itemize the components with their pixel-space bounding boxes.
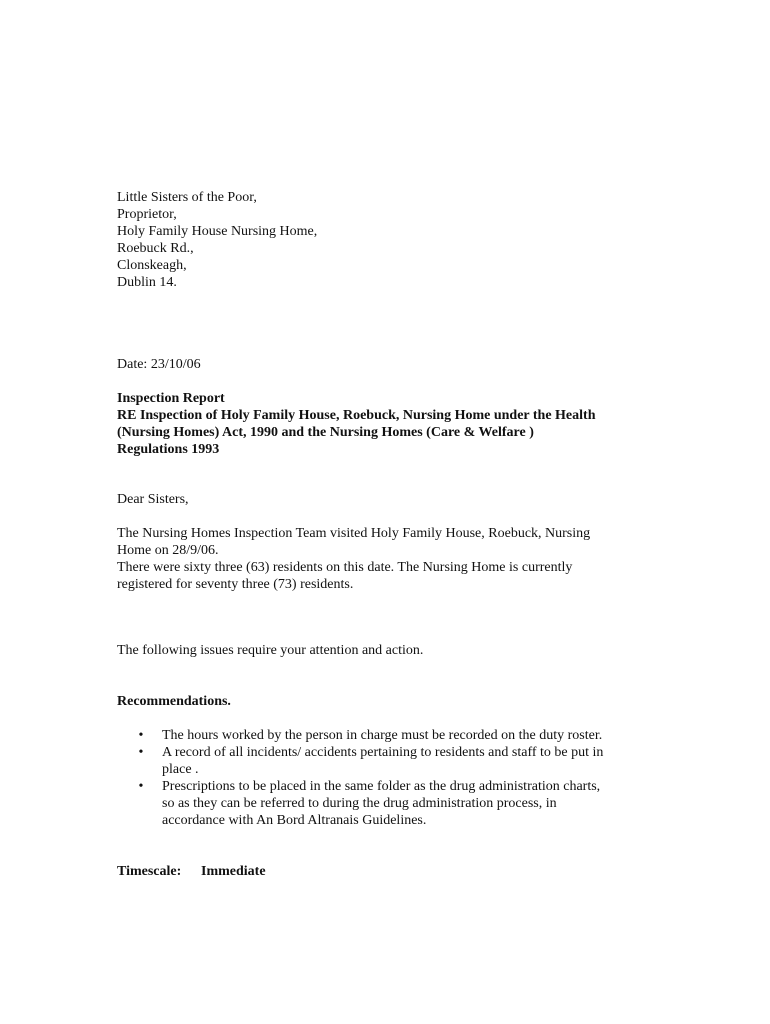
intro-line: Home on 28/9/06. xyxy=(117,543,219,558)
recommendations-list xyxy=(135,727,665,829)
list-item-line: accordance with An Bord Altranais Guidelines. xyxy=(162,813,427,828)
report-heading xyxy=(117,390,657,458)
report-title: Inspection Report xyxy=(117,391,225,406)
timescale-value: Immediate xyxy=(201,864,266,879)
salutation xyxy=(117,491,657,508)
intro-line: The Nursing Homes Inspection Team visited Holy Family House, Roebuck, Nursing xyxy=(117,526,591,541)
letter-date xyxy=(117,356,657,373)
address-line: Dublin 14. xyxy=(117,275,177,290)
bullet-icon: • xyxy=(138,779,144,794)
timescale xyxy=(117,863,657,880)
list-item xyxy=(135,778,665,829)
intro-line: registered for seventy three (73) residents. xyxy=(117,577,354,592)
recipient-address xyxy=(117,189,657,291)
issues-paragraph xyxy=(117,642,657,659)
intro-line: There were sixty three (63) residents on this date. The Nursing Home is currently xyxy=(117,560,573,575)
list-item-line: A record of all incidents/ accidents pertaining to residents and staff to be put in xyxy=(162,745,604,760)
list-item-line: place . xyxy=(162,762,199,777)
list-item xyxy=(135,744,665,778)
report-subject-line: (Nursing Homes) Act, 1990 and the Nursing Homes (Care & Welfare ) xyxy=(117,425,534,440)
list-item xyxy=(135,727,665,744)
address-line: Proprietor, xyxy=(117,207,177,222)
issues-text: The following issues require your attention and action. xyxy=(117,643,424,658)
recommendations-heading xyxy=(117,693,657,710)
address-line: Holy Family House Nursing Home, xyxy=(117,224,318,239)
report-subject-line: RE Inspection of Holy Family House, Roebuck, Nursing Home under the Health xyxy=(117,408,596,423)
list-item-line: The hours worked by the person in charge must be recorded on the duty roster. xyxy=(162,728,603,743)
address-line: Little Sisters of the Poor, xyxy=(117,190,257,205)
address-line: Roebuck Rd., xyxy=(117,241,194,256)
salutation-text: Dear Sisters, xyxy=(117,492,189,507)
intro-paragraph xyxy=(117,525,657,593)
address-line: Clonskeagh, xyxy=(117,258,187,273)
report-subject-line: Regulations 1993 xyxy=(117,442,220,457)
list-item-line: Prescriptions to be placed in the same folder as the drug administration charts, xyxy=(162,779,601,794)
list-item-line: so as they can be referred to during the drug administration process, in xyxy=(162,796,557,811)
date-text: Date: 23/10/06 xyxy=(117,357,201,372)
bullet-icon: • xyxy=(138,728,144,743)
timescale-label: Timescale: xyxy=(117,864,182,879)
bullet-icon: • xyxy=(138,745,144,760)
recommendations-heading-text: Recommendations. xyxy=(117,694,231,709)
